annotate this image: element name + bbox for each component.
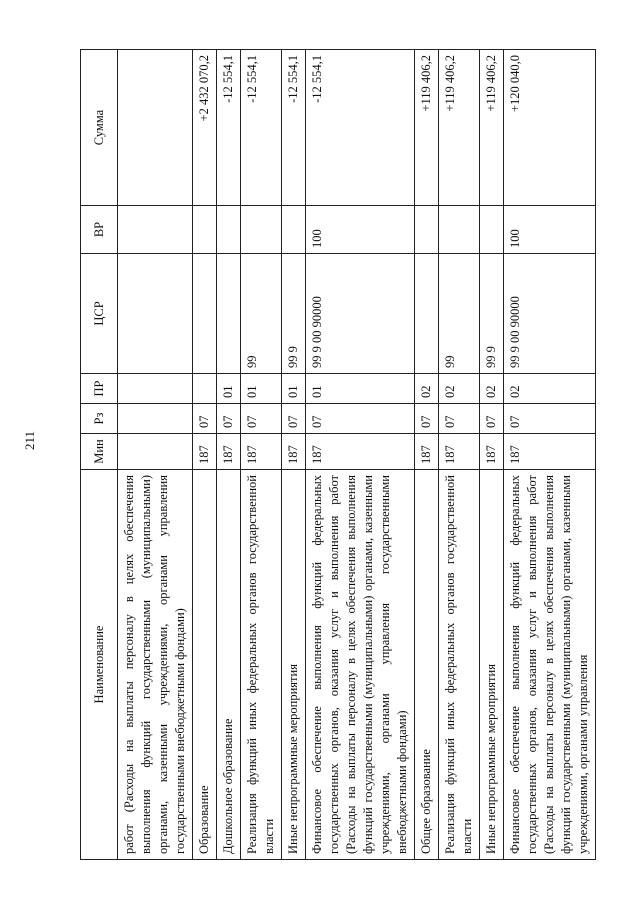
cell-csr: 99 9 xyxy=(480,254,504,374)
cell-min: 187 xyxy=(217,434,241,470)
table-row xyxy=(504,50,596,860)
header-csr: ЦСР xyxy=(81,254,118,374)
header-sum: Сумма xyxy=(81,50,118,206)
cell-min: 187 xyxy=(480,434,504,470)
cell-sum: +119 406,2 xyxy=(480,50,504,206)
table-row xyxy=(217,50,241,860)
cell-name: Дошкольное образование xyxy=(217,470,241,860)
cell-vr xyxy=(282,206,306,254)
cell-csr xyxy=(193,254,217,374)
cell-vr xyxy=(415,206,439,254)
cell-pr: 01 xyxy=(241,374,282,404)
cell-vr: 100 xyxy=(306,206,415,254)
cell-pr: 02 xyxy=(504,374,596,404)
cell-rz: 07 xyxy=(480,404,504,434)
cell-pr xyxy=(193,374,217,404)
cell-name: Иные непрограммные мероприятия xyxy=(480,470,504,860)
cell-rz xyxy=(118,404,193,434)
header-vr: ВР xyxy=(81,206,118,254)
cell-pr: 02 xyxy=(439,374,480,404)
cell-name: Образование xyxy=(193,470,217,860)
cell-csr: 99 9 xyxy=(282,254,306,374)
header-min: Мин xyxy=(81,434,118,470)
cell-csr: 99 xyxy=(439,254,480,374)
cell-vr xyxy=(217,206,241,254)
cell-rz: 07 xyxy=(439,404,480,434)
cell-rz: 07 xyxy=(282,404,306,434)
cell-min: 187 xyxy=(282,434,306,470)
cell-rz: 07 xyxy=(306,404,415,434)
cell-name: Финансовое обеспечение выполнения функций федеральных государственных органов, оказания услуг и выполнения работ (Расходы на выплаты персоналу в целях обеспечения выполнения функций государственными (муниципальными) органами, казенными учреждениями, органами управления государственными внебюджетными фондами) xyxy=(306,470,415,860)
cell-min: 187 xyxy=(439,434,480,470)
cell-sum: -12 554,1 xyxy=(306,50,415,206)
table-row xyxy=(193,50,217,860)
header-pr: ПР xyxy=(81,374,118,404)
cell-pr: 01 xyxy=(306,374,415,404)
cell-vr xyxy=(241,206,282,254)
table-row xyxy=(306,50,415,860)
header-rz: Рз xyxy=(81,404,118,434)
table-row xyxy=(439,50,480,860)
cell-csr: 99 9 00 90000 xyxy=(504,254,596,374)
cell-rz: 07 xyxy=(241,404,282,434)
budget-table-container xyxy=(80,50,610,860)
cell-sum: +2 432 070,2 xyxy=(193,50,217,206)
cell-name: Финансовое обеспечение выполнения функций федеральных государственных органов, оказания услуг и выполнения работ (Расходы на выплаты персоналу в целях обеспечения выполнения функций государственными (муниципальными) органами, казенными учреждениями, органами управления xyxy=(504,470,596,860)
cell-sum: -12 554,1 xyxy=(217,50,241,206)
cell-pr: 02 xyxy=(415,374,439,404)
cell-vr xyxy=(193,206,217,254)
cell-min xyxy=(118,434,193,470)
cell-csr xyxy=(217,254,241,374)
cell-name: работ (Расходы на выплаты персоналу в целях обеспечения выполнения функций государственными (муниципальными) органами, казенными учреждениями, органами управления государственными внебюджетными фондами) xyxy=(118,470,193,860)
cell-pr: 01 xyxy=(282,374,306,404)
cell-sum xyxy=(118,50,193,206)
cell-min: 187 xyxy=(306,434,415,470)
cell-rz: 07 xyxy=(415,404,439,434)
page-number: 211 xyxy=(22,430,37,450)
cell-name: Реализация функций иных федеральных органов государственной власти xyxy=(439,470,480,860)
cell-pr: 02 xyxy=(480,374,504,404)
table-row xyxy=(415,50,439,860)
cell-csr: 99 xyxy=(241,254,282,374)
table-row xyxy=(480,50,504,860)
cell-rz: 07 xyxy=(504,404,596,434)
cell-sum: +119 406,2 xyxy=(439,50,480,206)
cell-min: 187 xyxy=(504,434,596,470)
cell-sum: +119 406,2 xyxy=(415,50,439,206)
cell-name: Общее образование xyxy=(415,470,439,860)
cell-sum: -12 554,1 xyxy=(282,50,306,206)
cell-rz: 07 xyxy=(217,404,241,434)
cell-pr xyxy=(118,374,193,404)
header-name: Наименование xyxy=(81,470,118,860)
budget-table xyxy=(80,49,596,860)
cell-vr xyxy=(480,206,504,254)
cell-min: 187 xyxy=(193,434,217,470)
cell-vr xyxy=(439,206,480,254)
cell-sum: -12 554,1 xyxy=(241,50,282,206)
table-row xyxy=(118,50,193,860)
cell-min: 187 xyxy=(415,434,439,470)
cell-rz: 07 xyxy=(193,404,217,434)
cell-csr xyxy=(415,254,439,374)
cell-min: 187 xyxy=(241,434,282,470)
cell-csr xyxy=(118,254,193,374)
table-header-row xyxy=(81,50,118,860)
table-row xyxy=(241,50,282,860)
cell-name: Реализация функций иных федеральных органов государственной власти xyxy=(241,470,282,860)
cell-vr: 100 xyxy=(504,206,596,254)
cell-sum: +120 040,0 xyxy=(504,50,596,206)
cell-name: Иные непрограммные мероприятия xyxy=(282,470,306,860)
cell-csr: 99 9 00 90000 xyxy=(306,254,415,374)
table-row xyxy=(282,50,306,860)
cell-pr: 01 xyxy=(217,374,241,404)
cell-vr xyxy=(118,206,193,254)
